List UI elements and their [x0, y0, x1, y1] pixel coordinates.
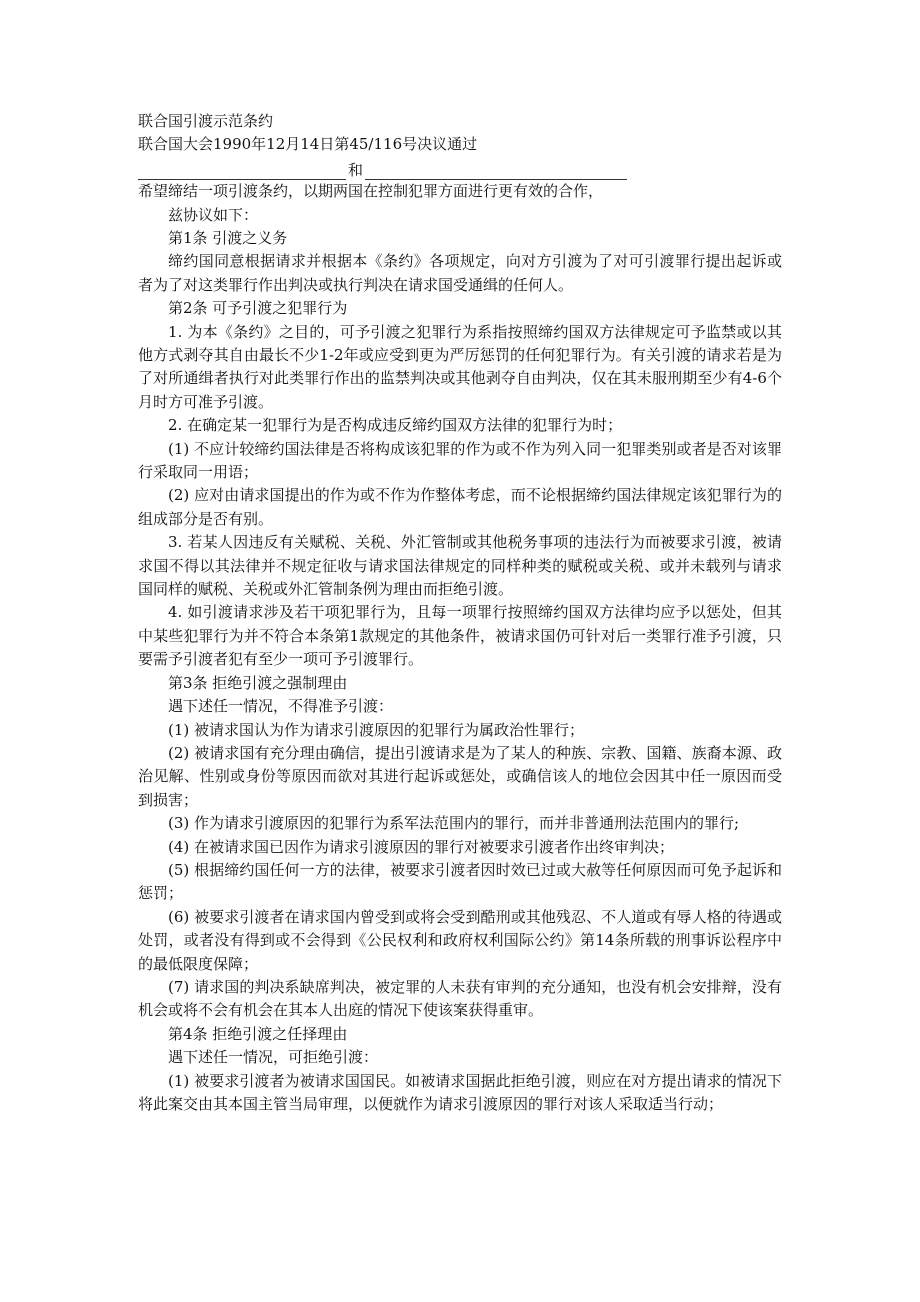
article-3-intro: 遇下述任一情况，不得准予引渡： — [168, 697, 394, 716]
article-2-paragraph-3: 3. 若某人因违反有关赋税、关税、外汇管制或其他税务事项的违法行为而被要求引渡，被请求国不得以其法律并不规定征收与请求国法律规定的同样种类的赋税或关税、或并未载列与请求国同样的赋税、关税或外汇管制条例为理由而拒绝引渡。 — [138, 533, 782, 599]
article-1-heading: 第1条 引渡之义务 — [168, 228, 288, 247]
article-2-paragraph-1: 1. 为本《条约》之目的，可予引渡之犯罪行为系指按照缔约国双方法律规定可予监禁或以其他方式剥夺其自由最长不少1-2年或应受到更为严厉惩罚的任何犯罪行为。有关引渡的请求若是为了对所通缉者执行对此类罪行作出的监禁判决或其他剥夺自由判决，仅在其未服刑期至少有4-6个月时方可准予引渡。 — [138, 322, 782, 411]
document-title: 联合国引渡示范条约 — [138, 112, 274, 130]
separator-word: 和 — [348, 161, 364, 180]
article-3-item-5: (5) 根据缔约国任何一方的法律，被要求引渡者因时效已过或大赦等任何原因而可免予起诉和惩罚； — [138, 860, 782, 903]
article-2-paragraph-2: 2. 在确定某一犯罪行为是否构成违反缔约国双方法律的犯罪行为时； — [168, 416, 623, 435]
article-3-item-2: (2) 被请求国有充分理由确信，提出引渡请求是为了某人的种族、宗教、国籍、族裔本源、政治见解、性别或身份等原因而欲对其进行起诉或惩处，或确信该人的地位会因其中任一原因而受到损害； — [138, 743, 782, 809]
blank-line-right — [365, 162, 627, 180]
article-3-item-7: (7) 请求国的判决系缺席判决，被定罪的人未获有审判的充分通知，也没有机会安排辩，没有机会或将不会有机会在其本人出庭的情况下使该案获得重审。 — [138, 977, 782, 1020]
article-3-item-3: (3) 作为请求引渡原因的犯罪行为系军法范围内的罪行，而并非普通刑法范围内的罪行; — [168, 814, 740, 833]
document-page — [138, 110, 782, 1116]
blank-line-left — [138, 162, 346, 180]
article-1-paragraph: 缔约国同意根据请求并根据本《条约》各项规定，向对方引渡为了对可引渡罪行提出起诉或者为了对这类罪行作出判决或执行判决在请求国受通缉的任何人。 — [138, 252, 782, 294]
article-4-intro: 遇下述任一情况，可拒绝引渡： — [168, 1048, 379, 1067]
article-2-item-2-1: (1) 不应计较缔约国法律是否将构成该犯罪的作为或不作为列入同一犯罪类别或者是否对该罪行采取同一用语； — [138, 439, 782, 482]
article-3-item-1: (1) 被请求国认为作为请求引渡原因的犯罪行为属政治性罪行； — [168, 720, 585, 739]
article-3-item-6: (6) 被要求引渡者在请求国内曾受到或将会受到酷刑或其他残忍、不人道或有辱人格的待遇或处罚，或者没有得到或不会得到《公民权利和政府权利国际公约》第14条所载的刑事诉讼程序中的最低限度保障； — [138, 907, 782, 973]
article-4-item-1: (1) 被要求引渡者为被请求国国民。如被请求国据此拒绝引渡，则应在对方提出请求的情况下将此案交由其本国主管当局审理，以便就作为请求引渡原因的罪行对该人采取适当行动； — [138, 1071, 782, 1114]
agreement-clause: 兹协议如下： — [168, 205, 259, 224]
article-2-paragraph-4: 4. 如引渡请求涉及若干项犯罪行为，且每一项罪行按照缔约国双方法律均应予以惩处，但其中某些犯罪行为并不符合本条第1款规定的其他条件，被请求国仍可针对后一类罪行准予引渡，只要需予引渡者犯有至少一项可予引渡罪行。 — [138, 603, 782, 669]
party-separator-line — [138, 157, 638, 180]
article-3-item-4: (4) 在被请求国已因作为请求引渡原因的罪行对被要求引渡者作出终审判决； — [168, 837, 675, 856]
article-2-item-2-2: (2) 应对由请求国提出的作为或不作为作整体考虑，而不论根据缔约国法律规定该犯罪行为的组成部分是否有别。 — [138, 486, 782, 528]
article-3-heading: 第3条 拒绝引渡之强制理由 — [168, 673, 348, 692]
document-subtitle: 联合国大会1990年12月14日第45/116号决议通过 — [138, 135, 478, 154]
preamble-paragraph: 希望缔结一项引渡条约，以期两国在控制犯罪方面进行更有效的合作， — [138, 182, 604, 201]
article-2-heading: 第2条 可予引渡之犯罪行为 — [168, 299, 348, 318]
article-4-heading: 第4条 拒绝引渡之任择理由 — [168, 1024, 348, 1043]
